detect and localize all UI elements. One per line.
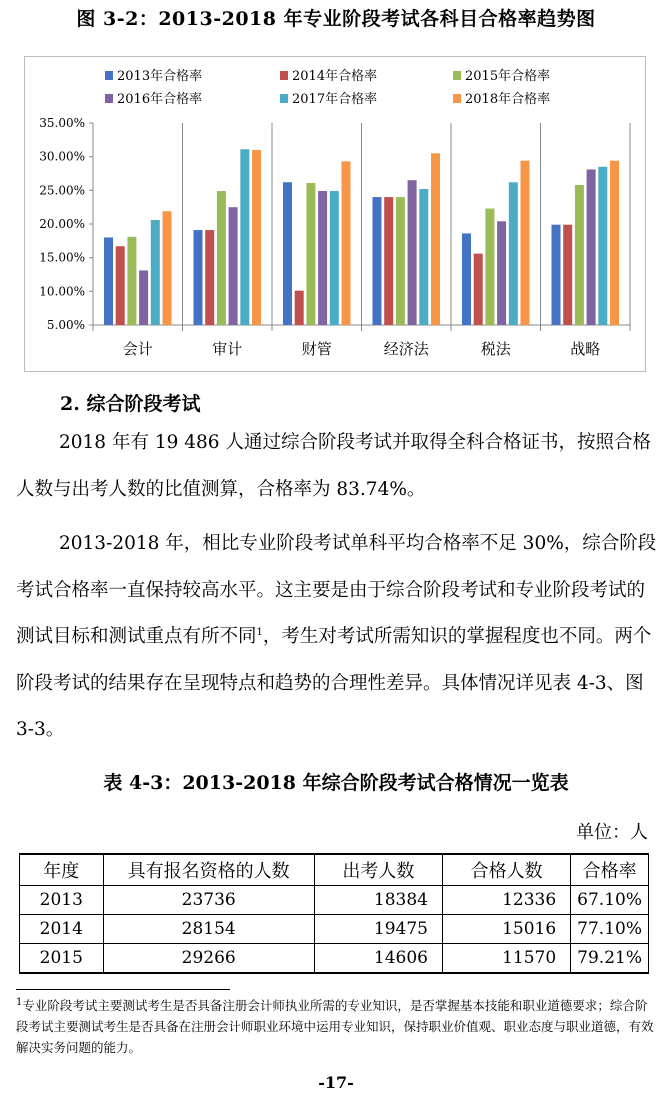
legend-label: 2018年合格率: [465, 92, 551, 107]
bar: [419, 189, 428, 325]
bar: [318, 191, 327, 325]
header-year: 年度: [20, 854, 104, 886]
bar: [497, 221, 506, 325]
footnote-mark: 1: [16, 996, 23, 1008]
x-tick-label: 会计: [122, 340, 153, 358]
x-tick-label: 战略: [570, 340, 601, 358]
cell-year: 2014: [20, 915, 104, 944]
legend-swatch: [280, 71, 288, 80]
bar: [240, 149, 249, 325]
y-tick-label: 15.00%: [39, 250, 85, 265]
bar: [610, 161, 619, 325]
bar: [509, 182, 518, 325]
legend-label: 2016年合格率: [117, 92, 203, 107]
x-tick-label: 税法: [480, 340, 511, 358]
cell-passed: 12336: [442, 886, 570, 915]
bar: [384, 197, 393, 325]
paragraph-2-text-before: 2013-2018 年，相比专业阶段考试单科平均合格率不足 30%，综合阶段考试合格率一直保持较高水平。这主要是由于综合阶段考试和专业阶段考试的测试目标和测试重点有所不同: [16, 533, 657, 647]
y-tick-label: 30.00%: [39, 149, 85, 164]
bar: [194, 230, 203, 325]
legend-swatch: [453, 94, 461, 103]
legend-label: 2013年合格率: [117, 69, 203, 84]
y-tick-label: 20.00%: [39, 217, 85, 231]
header-passed: 合格人数: [442, 854, 570, 886]
paragraph-1-text: 2018 年有 19 486 人通过综合阶段考试并取得全科合格证书，按照合格人数与出考人数的比值测算，合格率为 83.74%。: [16, 432, 651, 500]
paragraph-2: [16, 521, 658, 754]
legend-swatch: [453, 71, 461, 80]
cell-eligible: 23736: [103, 886, 314, 915]
y-tick-label: 5.00%: [46, 318, 85, 332]
bar: [587, 169, 596, 325]
cell-rate: 77.10%: [571, 915, 649, 944]
footnote-ref: 1: [256, 626, 263, 638]
cell-rate: 67.10%: [571, 886, 649, 915]
unit-note: 单位：人: [576, 822, 648, 843]
cell-rate: 79.21%: [571, 944, 649, 974]
bar: [342, 161, 351, 325]
bar: [217, 191, 226, 325]
bar: [163, 211, 172, 325]
x-tick-label: 财管: [301, 340, 332, 358]
bar: [151, 220, 160, 325]
bar: [474, 254, 483, 325]
bar: [575, 185, 584, 325]
bar: [408, 180, 417, 325]
legend-label: 2017年合格率: [292, 92, 378, 107]
cell-year: 2015: [20, 944, 104, 974]
header-eligible: 具有报名资格的人数: [103, 854, 314, 886]
bar: [127, 237, 136, 325]
table-header-row: [20, 854, 649, 886]
bar: [431, 153, 440, 325]
cell-attended: 19475: [314, 915, 442, 944]
legend-label: 2014年合格率: [292, 69, 378, 84]
legend-swatch: [105, 94, 113, 103]
cell-passed: 11570: [442, 944, 570, 974]
header-attended: 出考人数: [314, 854, 442, 886]
table-row: [20, 886, 649, 915]
bar: [485, 209, 494, 325]
footnote: [16, 995, 656, 1058]
y-tick-label: 10.00%: [39, 284, 85, 299]
bar: [462, 233, 471, 325]
cell-year: 2013: [20, 886, 104, 915]
page-number: -17-: [318, 1073, 354, 1092]
bar: [330, 191, 339, 325]
x-tick-label: 审计: [212, 340, 243, 358]
legend-swatch: [280, 94, 288, 103]
bar: [283, 182, 292, 325]
bar: [229, 207, 238, 325]
legend-label: 2015年合格率: [465, 69, 551, 84]
pass-rate-table: [19, 853, 649, 974]
y-tick-label: 35.00%: [39, 116, 85, 130]
bar: [139, 270, 148, 325]
bar: [205, 230, 214, 325]
figure-title: 图 3-2：2013-2018 年专业阶段考试各科目合格率趋势图: [76, 8, 596, 30]
bar: [521, 161, 530, 325]
table-row: [20, 944, 649, 974]
legend-swatch: [105, 71, 113, 80]
cell-attended: 18384: [314, 886, 442, 915]
cell-eligible: 29266: [103, 944, 314, 974]
y-tick-label: 25.00%: [39, 183, 85, 198]
paragraph-1: [16, 420, 658, 513]
footnote-divider: [16, 989, 230, 990]
footnote-text: 专业阶段考试主要测试考生是否具备注册会计师执业所需的专业知识，是否掌握基本技能和职业道德要求；综合阶段考试主要测试考生是否具备在注册会计师职业环境中运用专业知识，保持职业价值观、职业态度与职业道德，有效解决实务问题的能力。: [16, 998, 654, 1055]
bar: [373, 197, 382, 325]
bar: [598, 167, 607, 325]
bar: [104, 237, 113, 325]
paragraph-2-text-after: ，考生对考试所需知识的掌握程度也不同。两个阶段考试的结果存在呈现特点和趋势的合理性差异。具体情况详见表 4-3、图 3-3。: [16, 626, 652, 740]
table-title: 表 4-3：2013-2018 年综合阶段考试合格情况一览表: [103, 772, 569, 794]
table-row: [20, 915, 649, 944]
bar: [252, 150, 261, 325]
bar-chart: [24, 56, 646, 372]
x-tick-label: 经济法: [383, 340, 429, 358]
bar: [295, 291, 304, 325]
bar: [116, 246, 125, 325]
cell-attended: 14606: [314, 944, 442, 974]
section-heading: 2. 综合阶段考试: [60, 393, 201, 415]
cell-eligible: 28154: [103, 915, 314, 944]
bar: [396, 197, 405, 325]
cell-passed: 15016: [442, 915, 570, 944]
header-rate: 合格率: [571, 854, 649, 886]
bar: [552, 225, 561, 325]
bar: [563, 225, 572, 325]
bar: [306, 183, 315, 325]
chart-svg: [25, 57, 645, 371]
